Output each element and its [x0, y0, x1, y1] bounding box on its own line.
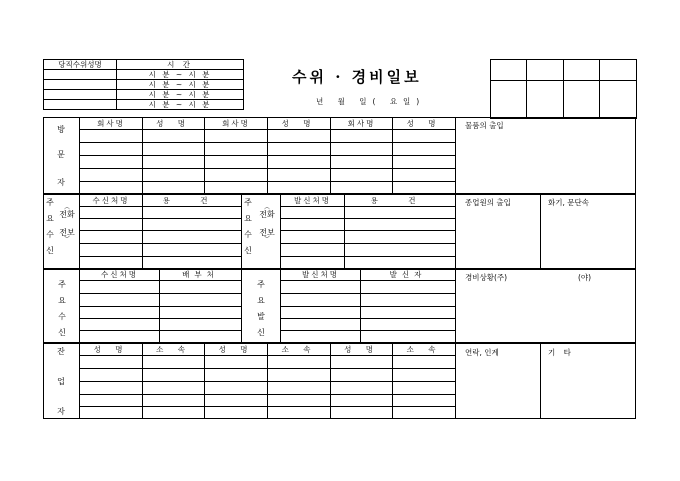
- cell[interactable]: [393, 369, 456, 382]
- col-company: 회사명: [205, 118, 268, 130]
- cell[interactable]: [143, 395, 205, 407]
- approval-sign-cell[interactable]: [564, 81, 600, 119]
- col-company: 회사명: [80, 118, 143, 130]
- cell[interactable]: [205, 156, 268, 169]
- cell[interactable]: [281, 231, 345, 244]
- cell[interactable]: [331, 407, 393, 419]
- col-name: 성 명: [331, 344, 393, 356]
- cell[interactable]: [205, 356, 268, 369]
- col-name: 성 명: [205, 344, 268, 356]
- phone-sent-table: [280, 194, 456, 270]
- cell[interactable]: [160, 294, 242, 307]
- cell[interactable]: [268, 143, 331, 156]
- goods-label: 물품의 출입: [465, 121, 504, 130]
- cell[interactable]: [80, 307, 160, 319]
- cell[interactable]: [80, 407, 143, 419]
- cell[interactable]: [80, 281, 160, 294]
- time-range-cell[interactable]: 시 분 ~ 시 분: [117, 80, 244, 90]
- duty-name-label: 당직수위성명: [44, 60, 117, 70]
- cell[interactable]: [80, 319, 160, 331]
- cell[interactable]: [268, 169, 331, 182]
- cell[interactable]: [393, 395, 456, 407]
- cell[interactable]: [331, 169, 393, 182]
- visitors-side-label: 방 문 자: [57, 125, 65, 187]
- cell[interactable]: [361, 281, 456, 294]
- cell[interactable]: [205, 143, 268, 156]
- cell[interactable]: [80, 369, 143, 382]
- cell[interactable]: [205, 169, 268, 182]
- cell[interactable]: [143, 356, 205, 369]
- cell[interactable]: [80, 356, 143, 369]
- col-name: 성 명: [80, 344, 143, 356]
- cell[interactable]: [345, 219, 456, 231]
- contact-handover-label: 연락, 인계: [465, 348, 499, 357]
- col-subject: 용 건: [143, 195, 242, 207]
- col-department: 소 속: [268, 344, 331, 356]
- cell[interactable]: [281, 331, 361, 343]
- cell[interactable]: [345, 231, 456, 244]
- time-range-cell[interactable]: 시 분 ~ 시 분: [117, 70, 244, 80]
- cell[interactable]: [143, 143, 205, 156]
- cell[interactable]: [393, 382, 456, 395]
- cell[interactable]: [143, 156, 205, 169]
- cell[interactable]: [80, 382, 143, 395]
- cell[interactable]: [80, 143, 143, 156]
- cell[interactable]: [160, 307, 242, 319]
- cell[interactable]: [143, 130, 205, 143]
- visitors-table: [79, 117, 456, 195]
- cell[interactable]: [160, 331, 242, 343]
- cell[interactable]: [80, 156, 143, 169]
- cell[interactable]: [281, 307, 361, 319]
- cell[interactable]: [80, 207, 143, 219]
- time-range-cell[interactable]: 시 분 ~ 시 분: [117, 100, 244, 110]
- approval-header-cell: [600, 60, 637, 81]
- date-line: 년 월 일( 요일): [316, 97, 426, 106]
- cell[interactable]: [331, 143, 393, 156]
- cell[interactable]: [361, 331, 456, 343]
- col-distribution: 배부처: [160, 270, 242, 281]
- cell[interactable]: [80, 244, 143, 257]
- cell[interactable]: [80, 169, 143, 182]
- cell[interactable]: [143, 231, 242, 244]
- fire-lock-label: 화기, 문단속: [548, 198, 589, 207]
- duty-name-cell[interactable]: [44, 70, 117, 80]
- col-sent-to: 발신처명: [281, 195, 345, 207]
- time-range-cell[interactable]: 시 분 ~ 시 분: [117, 90, 244, 100]
- cell[interactable]: [160, 319, 242, 331]
- approval-sign-cell[interactable]: [600, 81, 637, 119]
- cell[interactable]: [143, 207, 242, 219]
- page-title: 수위 · 경비일보: [292, 68, 422, 86]
- cell[interactable]: [143, 369, 205, 382]
- cell[interactable]: [393, 130, 456, 143]
- cell[interactable]: [205, 395, 268, 407]
- cell[interactable]: [281, 219, 345, 231]
- col-name: 성 명: [268, 118, 331, 130]
- cell[interactable]: [281, 244, 345, 257]
- col-department: 소 속: [143, 344, 205, 356]
- cell[interactable]: [281, 319, 361, 331]
- col-sent-to: 발신처명: [281, 270, 361, 281]
- duty-name-cell[interactable]: [44, 80, 117, 90]
- col-name: 성 명: [143, 118, 205, 130]
- cell[interactable]: [143, 407, 205, 419]
- col-sender: 발신자: [361, 270, 456, 281]
- cell[interactable]: [80, 219, 143, 231]
- mail-sent-table: [280, 269, 456, 343]
- overtime-table: [79, 343, 456, 419]
- phone-right-inner-label: ︵ 전화 전보 ︶: [259, 204, 275, 243]
- cell[interactable]: [281, 281, 361, 294]
- cell[interactable]: [331, 156, 393, 169]
- cell[interactable]: [331, 395, 393, 407]
- phone-right-side-label: 주 요 수 신: [244, 198, 252, 255]
- cell[interactable]: [331, 130, 393, 143]
- cell[interactable]: [331, 382, 393, 395]
- cell[interactable]: [361, 319, 456, 331]
- cell[interactable]: [80, 130, 143, 143]
- employee-label: 종업원의 출입: [465, 198, 511, 207]
- cell[interactable]: [361, 307, 456, 319]
- mail-left-side-label: 주 요 수 신: [58, 280, 66, 337]
- cell[interactable]: [268, 156, 331, 169]
- cell[interactable]: [268, 395, 331, 407]
- col-name: 성 명: [393, 118, 456, 130]
- col-company: 회사명: [331, 118, 393, 130]
- cell[interactable]: [143, 382, 205, 395]
- cell[interactable]: [281, 207, 345, 219]
- cell[interactable]: [345, 207, 456, 219]
- col-received-from: 수신처명: [80, 270, 160, 281]
- cell[interactable]: [393, 407, 456, 419]
- approval-sign-cell[interactable]: [527, 81, 564, 119]
- approval-table: [490, 59, 637, 119]
- col-received-from: 수신처명: [80, 195, 143, 207]
- cell[interactable]: [268, 356, 331, 369]
- duty-name-cell[interactable]: [44, 90, 117, 100]
- cell[interactable]: [143, 219, 242, 231]
- cell[interactable]: [268, 369, 331, 382]
- duty-time-table: [43, 59, 244, 110]
- guard-status-label: 경비상황(주): [465, 273, 508, 282]
- overtime-side-label: 잔 업 자: [57, 347, 65, 416]
- duty-name-cell[interactable]: [44, 100, 117, 110]
- cell[interactable]: [268, 407, 331, 419]
- approval-header-cell: [564, 60, 600, 81]
- mail-received-table: [79, 269, 242, 343]
- cell[interactable]: [331, 369, 393, 382]
- etc-label: 기 타: [548, 348, 574, 357]
- cell[interactable]: [361, 294, 456, 307]
- cell[interactable]: [143, 169, 205, 182]
- cell[interactable]: [393, 356, 456, 369]
- cell[interactable]: [205, 382, 268, 395]
- cell[interactable]: [80, 294, 160, 307]
- cell[interactable]: [80, 231, 143, 244]
- cell[interactable]: [268, 130, 331, 143]
- cell[interactable]: [268, 382, 331, 395]
- phone-received-table: [79, 194, 242, 270]
- cell[interactable]: [205, 407, 268, 419]
- cell[interactable]: [80, 331, 160, 343]
- cell[interactable]: [331, 356, 393, 369]
- cell[interactable]: [205, 130, 268, 143]
- cell[interactable]: [143, 244, 242, 257]
- cell[interactable]: [393, 143, 456, 156]
- mail-right-side-label: 주 요 발 신: [257, 280, 265, 337]
- col-subject: 용 건: [345, 195, 456, 207]
- cell[interactable]: [345, 244, 456, 257]
- phone-left-side-label: 주 요 수 신: [46, 198, 54, 255]
- night-label: (야): [578, 273, 592, 282]
- col-department: 소 속: [393, 344, 456, 356]
- cell[interactable]: [393, 169, 456, 182]
- cell[interactable]: [393, 156, 456, 169]
- time-label: 시 간: [117, 60, 244, 70]
- cell[interactable]: [160, 281, 242, 294]
- cell[interactable]: [205, 369, 268, 382]
- cell[interactable]: [281, 294, 361, 307]
- phone-left-inner-label: ︵ 전화 전보 ︶: [59, 204, 75, 243]
- approval-header-cell: [527, 60, 564, 81]
- approval-header-cell: [491, 60, 527, 81]
- cell[interactable]: [80, 395, 143, 407]
- approval-sign-cell[interactable]: [491, 81, 527, 119]
